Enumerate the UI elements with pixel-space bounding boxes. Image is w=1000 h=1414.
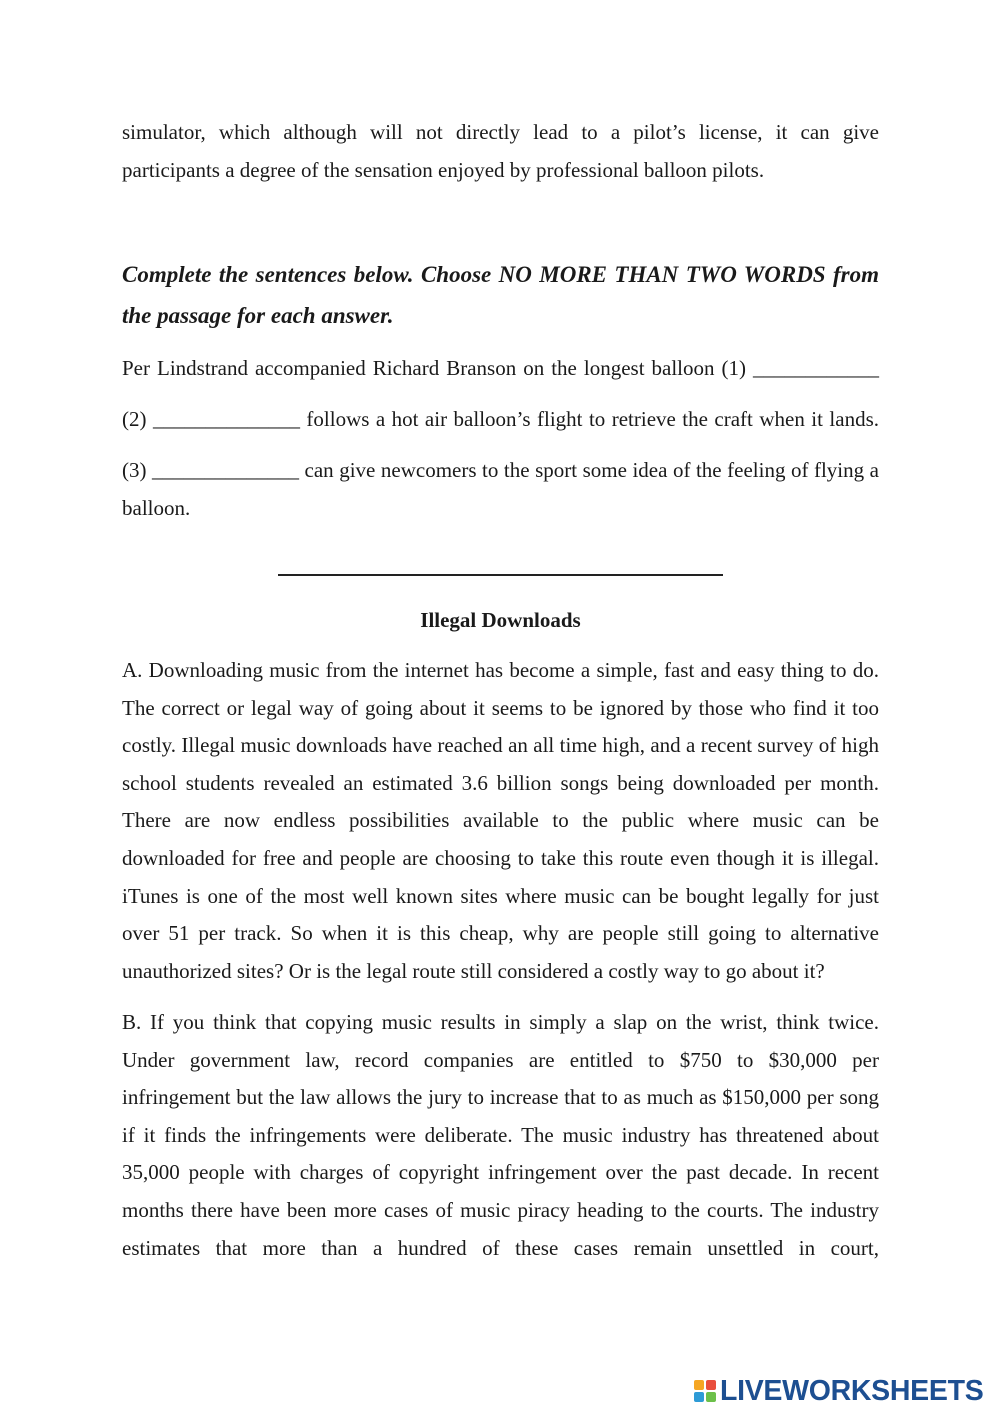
answer-blank-3[interactable]: ______________ <box>152 458 300 482</box>
liveworksheets-text: LIVEWORKSHEETS <box>720 1374 984 1407</box>
question-3 <box>122 452 879 527</box>
paragraph-b: B. If you think that copying music results in simply a slap on the wrist, think twice. Under government law, record companies are entitled to $750 to $30,000 per infringement but the law allows the jury to increase that to as much as $150,000 per song if it finds the infringements were deliberate. The music industry has threatened about 35,000 people with charges of copyright infringement over the past decade. In recent months there have been more cases of music piracy heading to the courts. The industry estimates that more than a hundred of these cases remain unsettled in court, <box>122 1010 879 1260</box>
question-2 <box>122 401 879 439</box>
question-2-text: follows a hot air balloon’s flight to retrieve the craft when it lands. <box>299 407 879 431</box>
answer-blank-2[interactable]: ______________ <box>152 407 300 431</box>
question-3-text: can give newcomers to the sport some idea of the feeling of flying a balloon. <box>122 458 879 520</box>
question-1 <box>122 350 879 388</box>
intro-paragraph: simulator, which although will not directly lead to a pilot’s license, it can give participants a degree of the sensation enjoyed by professional balloon pilots. <box>122 120 879 182</box>
article-title: Illegal Downloads <box>420 608 581 632</box>
section-divider <box>278 574 723 576</box>
liveworksheets-watermark <box>693 1374 983 1408</box>
paragraph-a: A. Downloading music from the internet has become a simple, fast and easy thing to do. The correct or legal way of going about it seems to be ignored by those who find it too costly. Illegal music downloads have reached an all time high, and a recent survey of high school students revealed an estimated 3.6 billion songs being downloaded per month. There are now endless possibilities available to the public where music can be downloaded for free and people are choosing to take this route even though it is illegal. iTunes is one of the most well known sites where music can be bought legally for just over 51 per track. So when it is this cheap, why are people still going to alternative unauthorized sites? Or is the legal route still considered a costly way to go about it? <box>122 658 879 983</box>
liveworksheets-logo-icon <box>693 1379 717 1403</box>
question-2-number: (2) <box>122 407 153 431</box>
question-1-text: Per Lindstrand accompanied Richard Branson on the longest balloon (1) <box>122 356 753 380</box>
question-3-number: (3) <box>122 458 153 482</box>
instructions: Complete the sentences below. Choose NO MORE THAN TWO WORDS from the passage for each answer. <box>122 262 879 328</box>
answer-blank-1[interactable]: ____________ <box>753 356 879 380</box>
